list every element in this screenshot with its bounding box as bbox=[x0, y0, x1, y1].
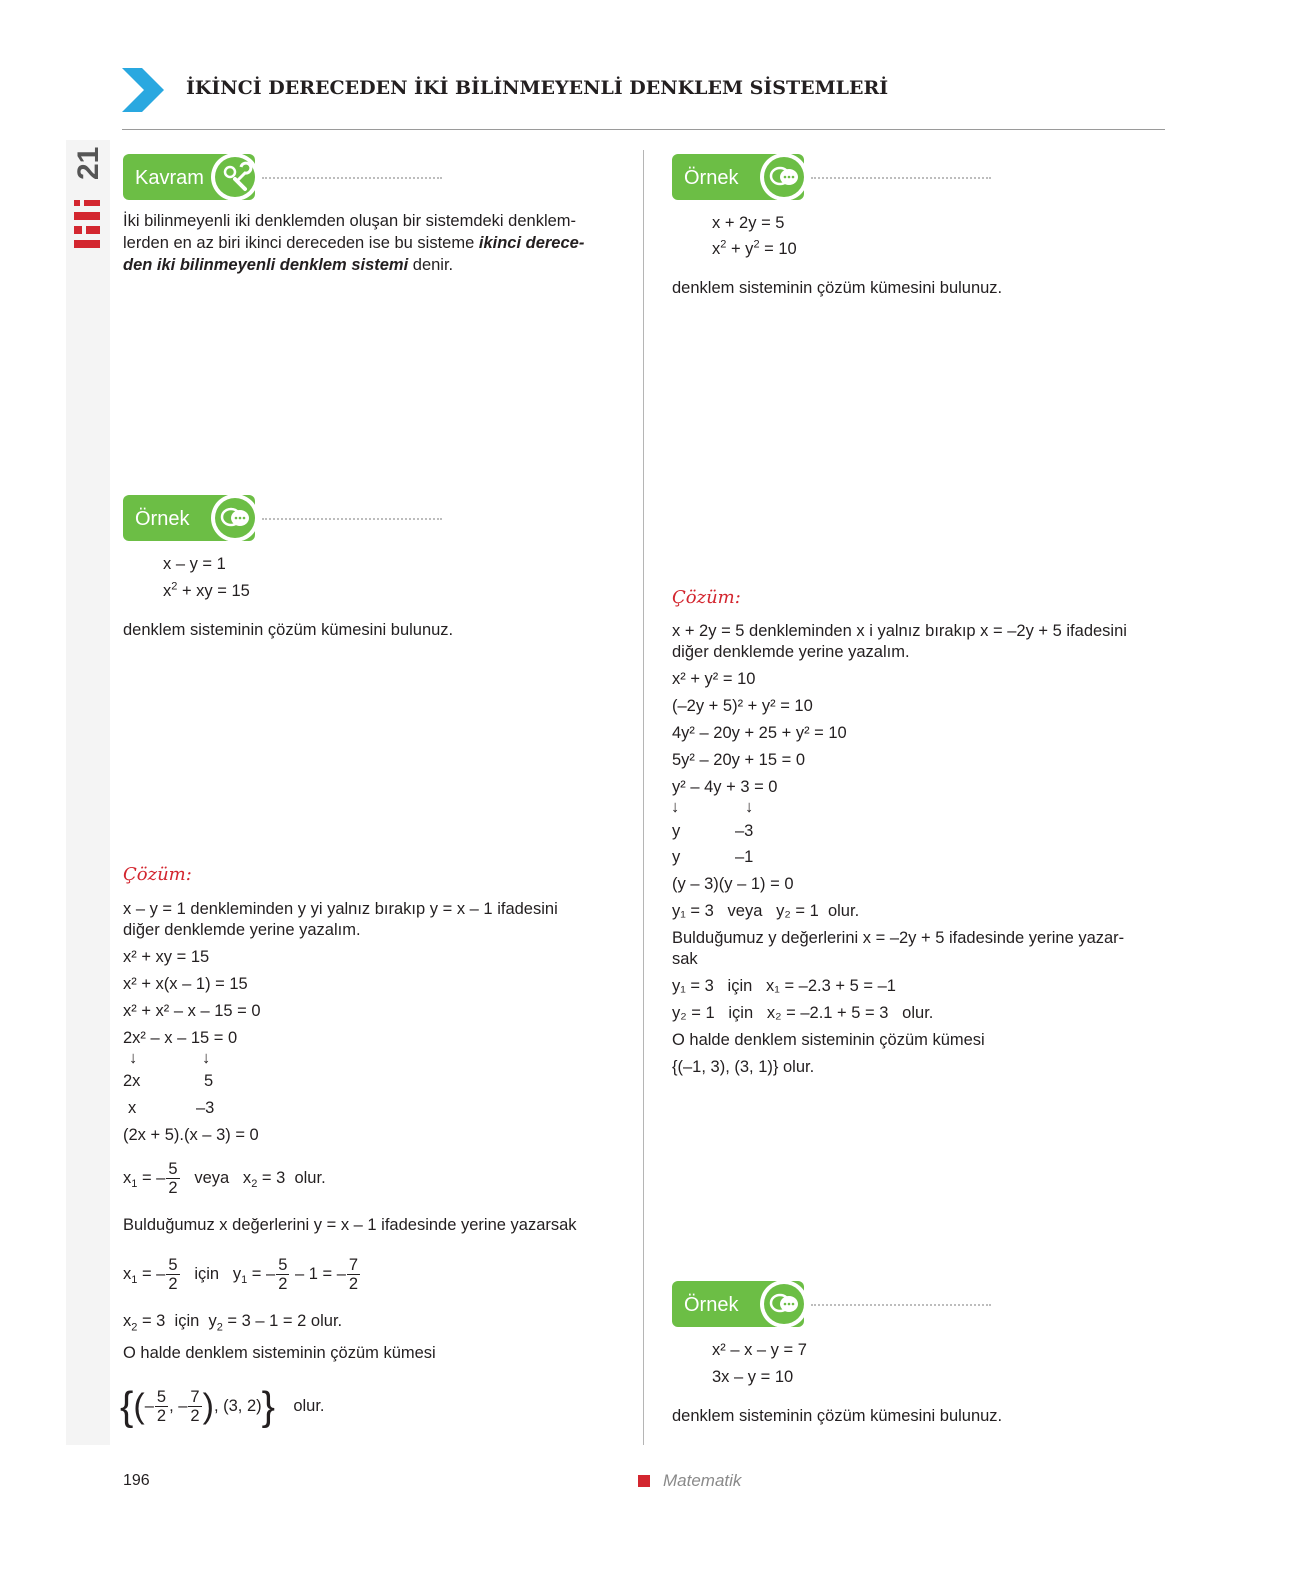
header-chevron-icon bbox=[122, 68, 164, 117]
ornek3-instruction: denklem sisteminin çözüm kümesini bulunuz. bbox=[672, 1407, 1003, 1425]
factor-cell: –3 bbox=[196, 1099, 215, 1117]
factor-cell: 5 bbox=[204, 1072, 214, 1090]
cozum-line: {(–1, 3), (3, 1)} olur. bbox=[672, 1058, 815, 1076]
ornek-tag-1 bbox=[123, 495, 255, 541]
ornek1-eq1: x – y = 1 bbox=[163, 555, 226, 573]
ornek-dots bbox=[262, 518, 442, 520]
cozum-line: Bulduğumuz x değerlerini y = x – 1 ifadesinde yerine yazarsak bbox=[123, 1216, 577, 1234]
cozum-line: diğer denklemde yerine yazalım. bbox=[123, 921, 361, 939]
ornek2-instruction: denklem sisteminin çözüm kümesini bulunuz. bbox=[672, 279, 1003, 297]
factor-cell: –1 bbox=[735, 848, 754, 866]
ornek-dots bbox=[811, 1304, 991, 1306]
cozum-line: (y – 3)(y – 1) = 0 bbox=[672, 875, 794, 893]
solution-set: {(– $\frac{5}{2}$ , – $\frac{7}{2}$ ), (3, 2)} olur. bbox=[120, 1384, 325, 1429]
arrow-icon: ↓ bbox=[202, 1049, 211, 1067]
fasikul-logo-icon bbox=[72, 200, 104, 257]
cozum-line: (2x + 5).(x – 3) = 0 bbox=[123, 1126, 259, 1144]
side-tab-number: 21 bbox=[72, 146, 105, 180]
ornek1-instruction: denklem sisteminin çözüm kümesini bulunuz. bbox=[123, 621, 454, 639]
ornek-tag-2 bbox=[672, 154, 804, 200]
ornek3-eq1: x² – x – y = 7 bbox=[712, 1341, 807, 1359]
cozum-line: y² – 4y + 3 = 0 bbox=[672, 778, 778, 796]
ornek-tag-3 bbox=[672, 1281, 804, 1327]
cozum-line: O halde denklem sisteminin çözüm kümesi bbox=[123, 1344, 436, 1362]
header-divider bbox=[122, 129, 1165, 130]
cozum-line: sak bbox=[672, 950, 698, 968]
cozum-label: Çözüm: bbox=[123, 864, 192, 885]
cozum-line: diğer denklemde yerine yazalım. bbox=[672, 643, 910, 661]
chat-bubbles-icon bbox=[764, 157, 804, 197]
cozum-line: x² + xy = 15 bbox=[123, 948, 210, 966]
cozum-line: Bulduğumuz y değerlerini x = –2y + 5 ifadesinde yerine yazar- bbox=[672, 929, 1125, 947]
cozum-line: x² + x(x – 1) = 15 bbox=[123, 975, 248, 993]
kavram-tag-label: Kavram bbox=[135, 167, 204, 189]
cozum-line: y₂ = 1 için x₂ = –2.1 + 5 = 3 olur. bbox=[672, 1004, 934, 1022]
ornek2-eq2: $x^2 + y^2 = 10$ bbox=[712, 238, 797, 258]
cozum-line: 5y² – 20y + 15 = 0 bbox=[672, 751, 806, 769]
arrow-icon: ↓ bbox=[129, 1049, 138, 1067]
cozum-line: x – y = 1 denkleminden y yi yalnız bırakıp y = x – 1 ifadesini bbox=[123, 900, 558, 918]
cozum-line: x² + x² – x – 15 = 0 bbox=[123, 1002, 261, 1020]
factor-cell: x bbox=[128, 1099, 137, 1117]
factor-cell: –3 bbox=[735, 822, 754, 840]
substitution-line: $x_1$ = – $\frac{5}{2}$ için $y_1$ = – $\frac{5}{2}$ – 1 = – $\frac{7}{2}$ bbox=[123, 1256, 359, 1293]
substitution-line: $x_2 = 3$ için $y_2 = 3 - 1 = 2$ olur. bbox=[123, 1312, 343, 1334]
column-divider bbox=[643, 150, 644, 1445]
ornek1-eq2: $x^2$ + xy = 15 bbox=[163, 580, 250, 600]
page-title: İKİNCİ DERECEDEN İKİ BİLİNMEYENLİ DENKLEM SİSTEMLERİ bbox=[186, 77, 889, 99]
ornek-dots bbox=[811, 177, 991, 179]
factor-cell: 2x bbox=[123, 1072, 141, 1090]
ornek-tag-label: Örnek bbox=[684, 1294, 739, 1316]
factor-cell: y bbox=[672, 848, 681, 866]
ornek-tag-label: Örnek bbox=[135, 508, 190, 530]
arrow-icon: ↓ bbox=[745, 798, 754, 816]
factor-cell: y bbox=[672, 822, 681, 840]
kavram-text: İki bilinmeyenli iki denklemden oluşan bir sistemdeki denklem- lerden en az biri ikinci dereceden ise bu sisteme ikinci derece- den iki bilinmeyenli denklem sistemi denir. bbox=[123, 212, 585, 274]
cozum-line: y₁ = 3 veya y₂ = 1 olur. bbox=[672, 902, 860, 920]
cozum-line: 2x² – x – 15 = 0 bbox=[123, 1029, 238, 1047]
subject-label: Matematik bbox=[663, 1471, 742, 1490]
ornek-tag-label: Örnek bbox=[684, 167, 739, 189]
chat-bubbles-icon bbox=[764, 1284, 804, 1324]
wrench-gear-icon bbox=[215, 157, 255, 197]
arrow-icon: ↓ bbox=[671, 798, 680, 816]
ornek2-eq1: x + 2y = 5 bbox=[712, 214, 785, 232]
ornek3-eq2: 3x – y = 10 bbox=[712, 1368, 794, 1386]
cozum-line: y₁ = 3 için x₁ = –2.3 + 5 = –1 bbox=[672, 977, 896, 995]
chat-bubbles-icon bbox=[215, 498, 255, 538]
kavram-tag bbox=[123, 154, 255, 200]
cozum-line: x + 2y = 5 denkleminden x i yalnız bırakıp x = –2y + 5 ifadesini bbox=[672, 622, 1127, 640]
subject-square-icon bbox=[638, 1475, 650, 1487]
kavram-dots bbox=[262, 177, 442, 179]
roots-line: $x_1$ = – $\frac{5}{2}$ veya $x_2 = 3$ olur. bbox=[123, 1160, 326, 1197]
side-tab bbox=[66, 140, 110, 1445]
cozum-line: (–2y + 5)² + y² = 10 bbox=[672, 697, 813, 715]
page-number: 196 bbox=[123, 1472, 150, 1489]
cozum-line: 4y² – 20y + 25 + y² = 10 bbox=[672, 724, 847, 742]
cozum-label: Çözüm: bbox=[672, 587, 741, 608]
cozum-line: O halde denklem sisteminin çözüm kümesi bbox=[672, 1031, 985, 1049]
cozum-line: x² + y² = 10 bbox=[672, 670, 756, 688]
